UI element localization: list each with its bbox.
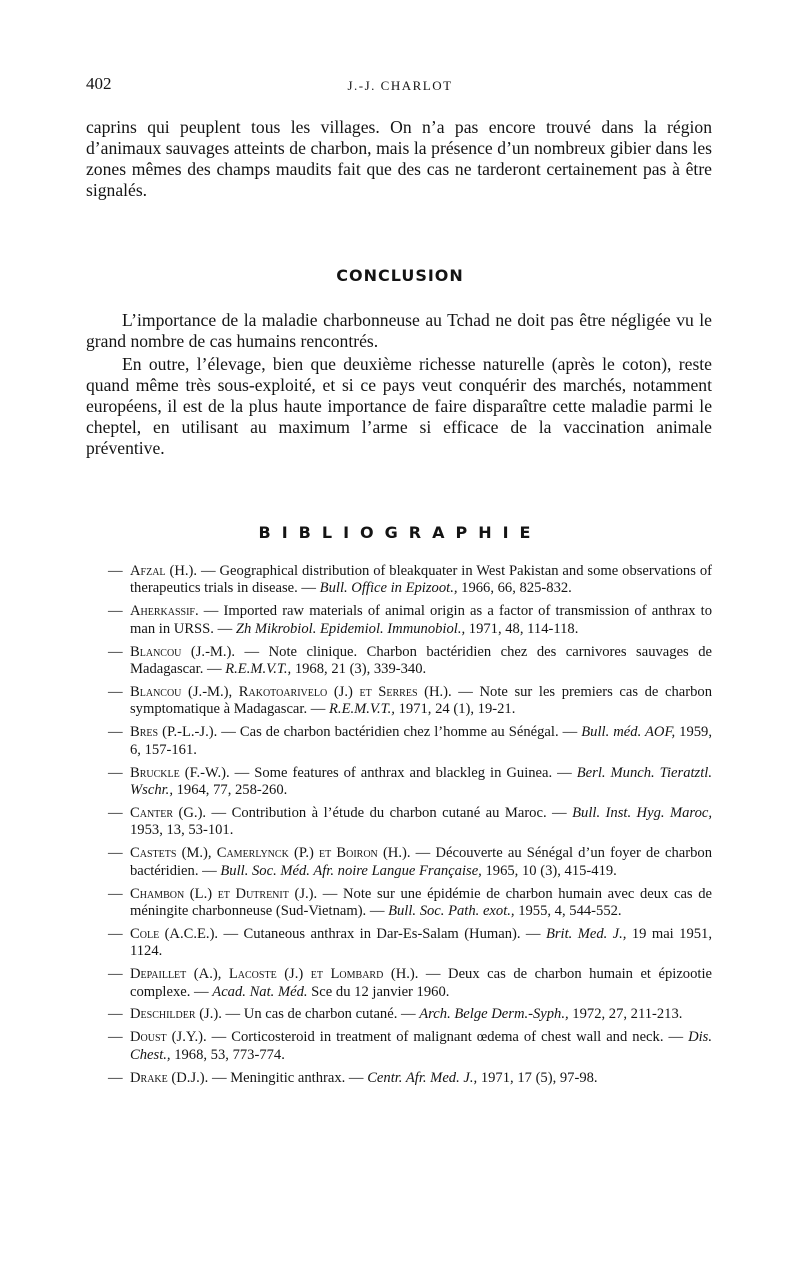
entry-dash: — [108,764,123,781]
bibliography-entry [108,1029,712,1064]
entry-text: — Note sur une épidémie de charbon humain avec deux cas de méningite charbonneuse (Sud-Vietnam). — [130,885,713,919]
entry-journal: Bull. Office in Epizoot., [319,580,458,597]
bibliography-entry [108,845,712,880]
entry-author: Aherkassif. [130,603,199,620]
intro-paragraph: caprins qui peuplent tous les villages. On n’a pas encore trouvé dans la région d’animaux sauvages atteints de charbon, mais la présence d’un nombreux gibier dans les zones mêmes des champs maudits fait que des cas ne tarderont certainement pas à être signalés. [86,117,712,200]
entry-journal: Bull. Inst. Hyg. Maroc, [572,804,712,821]
entry-text: — Découverte au Sénégal d’un foyer de charbon bactéridien. — [130,845,712,879]
entry-journal: Dis. Chest., [130,1029,712,1063]
entry-dash: — [108,683,123,700]
bibliography-entry [108,563,712,598]
entry-tail: 1971, 48, 114-118. [465,620,579,637]
entry-author: Doust (J.Y.). [130,1029,207,1046]
entry-journal: R.E.M.V.T., [225,661,292,678]
bibliography-entry [108,886,712,921]
page-number: 402 [86,74,112,93]
entry-journal: Centr. Afr. Med. J., [367,1069,478,1086]
entry-tail: 1972, 27, 211-213. [568,1006,683,1023]
entry-journal: Berl. Munch. Tieratztl. Wschr., [130,764,712,798]
entry-text: — Geographical distribution of bleakquater in West Pakistan and some observations of therapeutics trials in disease. — [130,563,712,597]
entry-journal: Bull. méd. AOF, [581,724,676,741]
entry-text: — Cutaneous anthrax in Dar-Es-Salam (Human). — [218,925,546,942]
entry-text: — Imported raw materials of animal origin as a factor of transmission of anthrax to man in URSS. — [130,603,712,637]
conclusion-body [86,310,712,459]
entry-journal: Arch. Belge Derm.-Syph., [419,1006,569,1023]
entry-text: — Meningitic anthrax. — [208,1069,368,1086]
entry-dash: — [108,724,123,741]
bibliography-entry [108,765,712,800]
entry-journal: Zh Mikrobiol. Epidemiol. Immunobiol., [235,620,466,637]
conclusion-paragraph: L’importance de la maladie charbonneuse au Tchad ne doit pas être négligée vu le grand nombre de cas humains rencontrés. [86,310,712,351]
entry-text: — Deux cas de charbon humain et épizootie complexe. — [130,966,712,1000]
entry-author: Bres (P.-L.-J.). [130,724,218,741]
entry-tail: 1966, 66, 825-832. [457,580,572,597]
entry-text: — Cas de charbon bactéridien chez l’homme au Sénégal. — [217,724,582,741]
entry-journal: Bull. Soc. Path. exot., [388,902,515,919]
entry-text: — Note clinique. Charbon bactéridien chez des carnivores sauvages de Madagascar. — [130,643,712,678]
entry-dash: — [108,1006,123,1023]
entry-tail: 1965, 10 (3), 415-419. [481,862,617,879]
bibliography-entry [108,603,712,638]
bibliography-entry [108,926,712,961]
entry-author: Castets (M.), Camerlynck (P.) et Boiron (H.). [130,845,411,862]
entry-tail: 19 mai 1951, 1124. [130,925,712,960]
entry-dash: — [108,845,123,862]
entry-tail: 1971, 17 (5), 97-98. [477,1069,598,1086]
bibliography-entry [108,805,712,840]
conclusion-heading: CONCLUSION [336,266,464,285]
entry-dash: — [108,925,123,942]
entry-tail: 1955, 4, 544-552. [514,902,622,919]
entry-dash: — [108,563,123,579]
entry-author: Canter (G.). [130,804,207,821]
bibliography-entry [108,966,712,1001]
running-head: J.-J. CHARLOT [347,78,453,93]
entry-tail: Sce du 12 janvier 1960. [307,983,450,1000]
entry-tail: 1959, 6, 157-161. [130,724,712,758]
intro-block [86,117,712,201]
entry-author: Blancou (J.-M.). [130,643,236,660]
entry-dash: — [108,885,123,902]
bibliography-entry [108,1006,712,1023]
entry-dash: — [108,603,123,620]
bibliography-entry [108,684,712,719]
entry-author: Chambon (L.) et Dutrenit (J.). [130,885,318,902]
bibliography-heading: BIBLIOGRAPHIE [258,523,542,542]
entry-journal: Bull. Soc. Méd. Afr. noire Langue Française, [220,862,482,879]
entry-tail: 1964, 77, 258-260. [172,781,288,798]
bibliography-entry [108,724,712,759]
entry-author: Drake (D.J.). [130,1069,209,1086]
entry-author: Deschilder (J.). [130,1006,222,1023]
entry-dash: — [108,643,123,660]
entry-tail: 1971, 24 (1), 19-21. [394,701,516,718]
entry-author: Depaillet (A.), Lacoste (J.) et Lombard (H.). [130,966,419,983]
entry-text: — Note sur les premiers cas de charbon symptomatique à Madagascar. — [130,683,712,718]
entry-text: — Corticosteroid in treatment of malignant œdema of chest wall and neck. — [206,1029,689,1046]
entry-author: Bruckle (F.-W.). [130,764,230,781]
entry-dash: — [108,804,123,821]
entry-tail: 1968, 53, 773-774. [170,1046,285,1063]
entry-author: Cole (A.C.E.). [130,925,219,942]
entry-text: — Contribution à l’étude du charbon cutané au Maroc. — [206,804,573,821]
entry-text: — Some features of anthrax and blackleg in Guinea. — [229,764,577,781]
entry-tail: 1953, 13, 53-101. [130,822,234,839]
entry-dash: — [108,1029,123,1046]
bibliography-list [108,563,712,1093]
entry-text: — Un cas de charbon cutané. — [221,1006,420,1023]
conclusion-paragraph: En outre, l’élevage, bien que deuxième richesse naturelle (après le coton), reste quand même très sous-exploité, et si ce pays veut conquérir des marchés, notamment européens, il est de la plus haute importance de faire disparaître cette maladie parmi le cheptel, en utilisant au maximum l’arme si efficace de la vaccination animale préventive. [86,354,712,458]
entry-journal: R.E.M.V.T., [329,701,395,718]
entry-tail: 1968, 21 (3), 339-340. [291,661,427,678]
entry-author: Blancou (J.-M.), Rakotoarivelo (J.) et Serres (H.). [130,683,452,700]
bibliography-entry [108,644,712,679]
entry-author: Afzal (H.). [130,563,198,579]
entry-journal: Acad. Nat. Méd. [212,983,308,1000]
entry-dash: — [108,966,123,983]
entry-dash: — [108,1069,123,1086]
bibliography-entry [108,1070,712,1087]
entry-journal: Brit. Med. J., [545,925,627,942]
